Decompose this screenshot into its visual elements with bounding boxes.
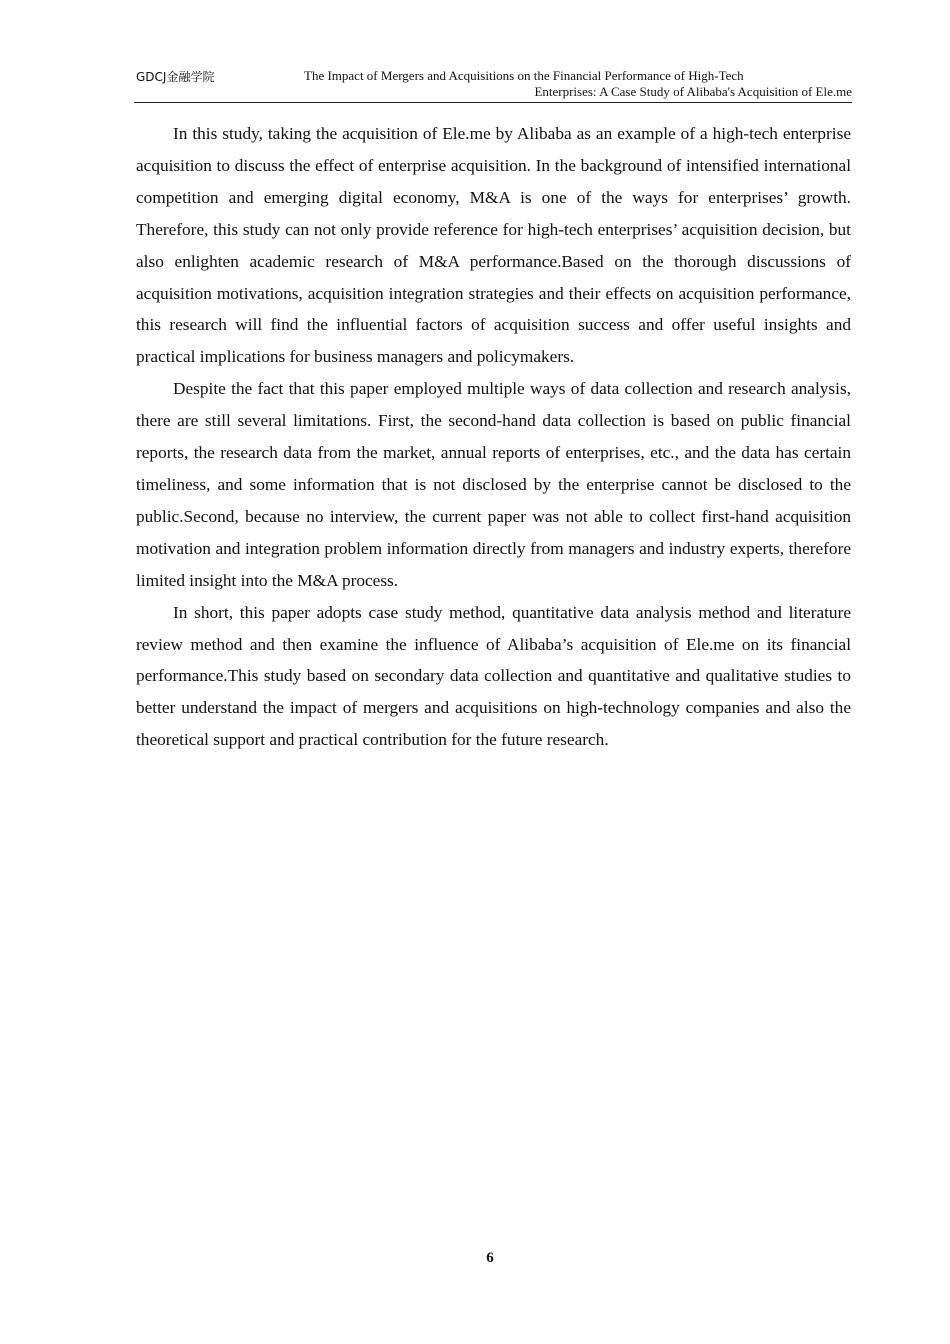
header-institution: GDCJ金融学院 bbox=[136, 70, 215, 84]
header-paper-title bbox=[292, 68, 852, 100]
paragraph-study-purpose: In this study, taking the acquisition of Ele.me by Alibaba as an example of a high-tech enterprise acquisition to discuss the effect of enterprise acquisition. In the background of intensified international competition and emerging digital economy, M&A is one of the ways for enterprises’ growth. Therefore, this study can not only provide reference for high-tech enterprises’ acquisition decision, but also enlighten academic research of M&A performance.Based on the thorough discussions of acquisition motivations, acquisition integration strategies and their effects on acquisition performance, this research will find the influential factors of acquisition success and offer useful insights and practical implications for business managers and policymakers. bbox=[136, 124, 851, 367]
paragraph-summary: In short, this paper adopts case study method, quantitative data analysis method and literature review method and then examine the influence of Alibaba’s acquisition of Ele.me on its financial performance.This study based on secondary data collection and quantitative and qualitative studies to better understand the impact of mergers and acquisitions on high-technology companies and also the theoretical support and practical contribution for the future research. bbox=[136, 602, 851, 750]
header-title-line-1: The Impact of Mergers and Acquisitions on the Financial Performance of High-Tech bbox=[304, 68, 744, 83]
running-header bbox=[134, 66, 852, 103]
body-text bbox=[136, 118, 851, 756]
paragraph-limitations: Despite the fact that this paper employed multiple ways of data collection and research analysis, there are still several limitations. First, the second-hand data collection is based on public financial reports, the research data from the market, annual reports of enterprises, etc., and the data has certain timeliness, and some information that is not disclosed by the enterprise cannot be disclosed to the public.Second, because no interview, the current paper was not able to collect first-hand acquisition motivation and integration problem information directly from managers and industry experts, therefore limited insight into the M&A process. bbox=[136, 379, 851, 590]
header-title-line-2: Enterprises: A Case Study of Alibaba's Acquisition of Ele.me bbox=[534, 84, 852, 99]
page-number: 6 bbox=[486, 1250, 494, 1266]
